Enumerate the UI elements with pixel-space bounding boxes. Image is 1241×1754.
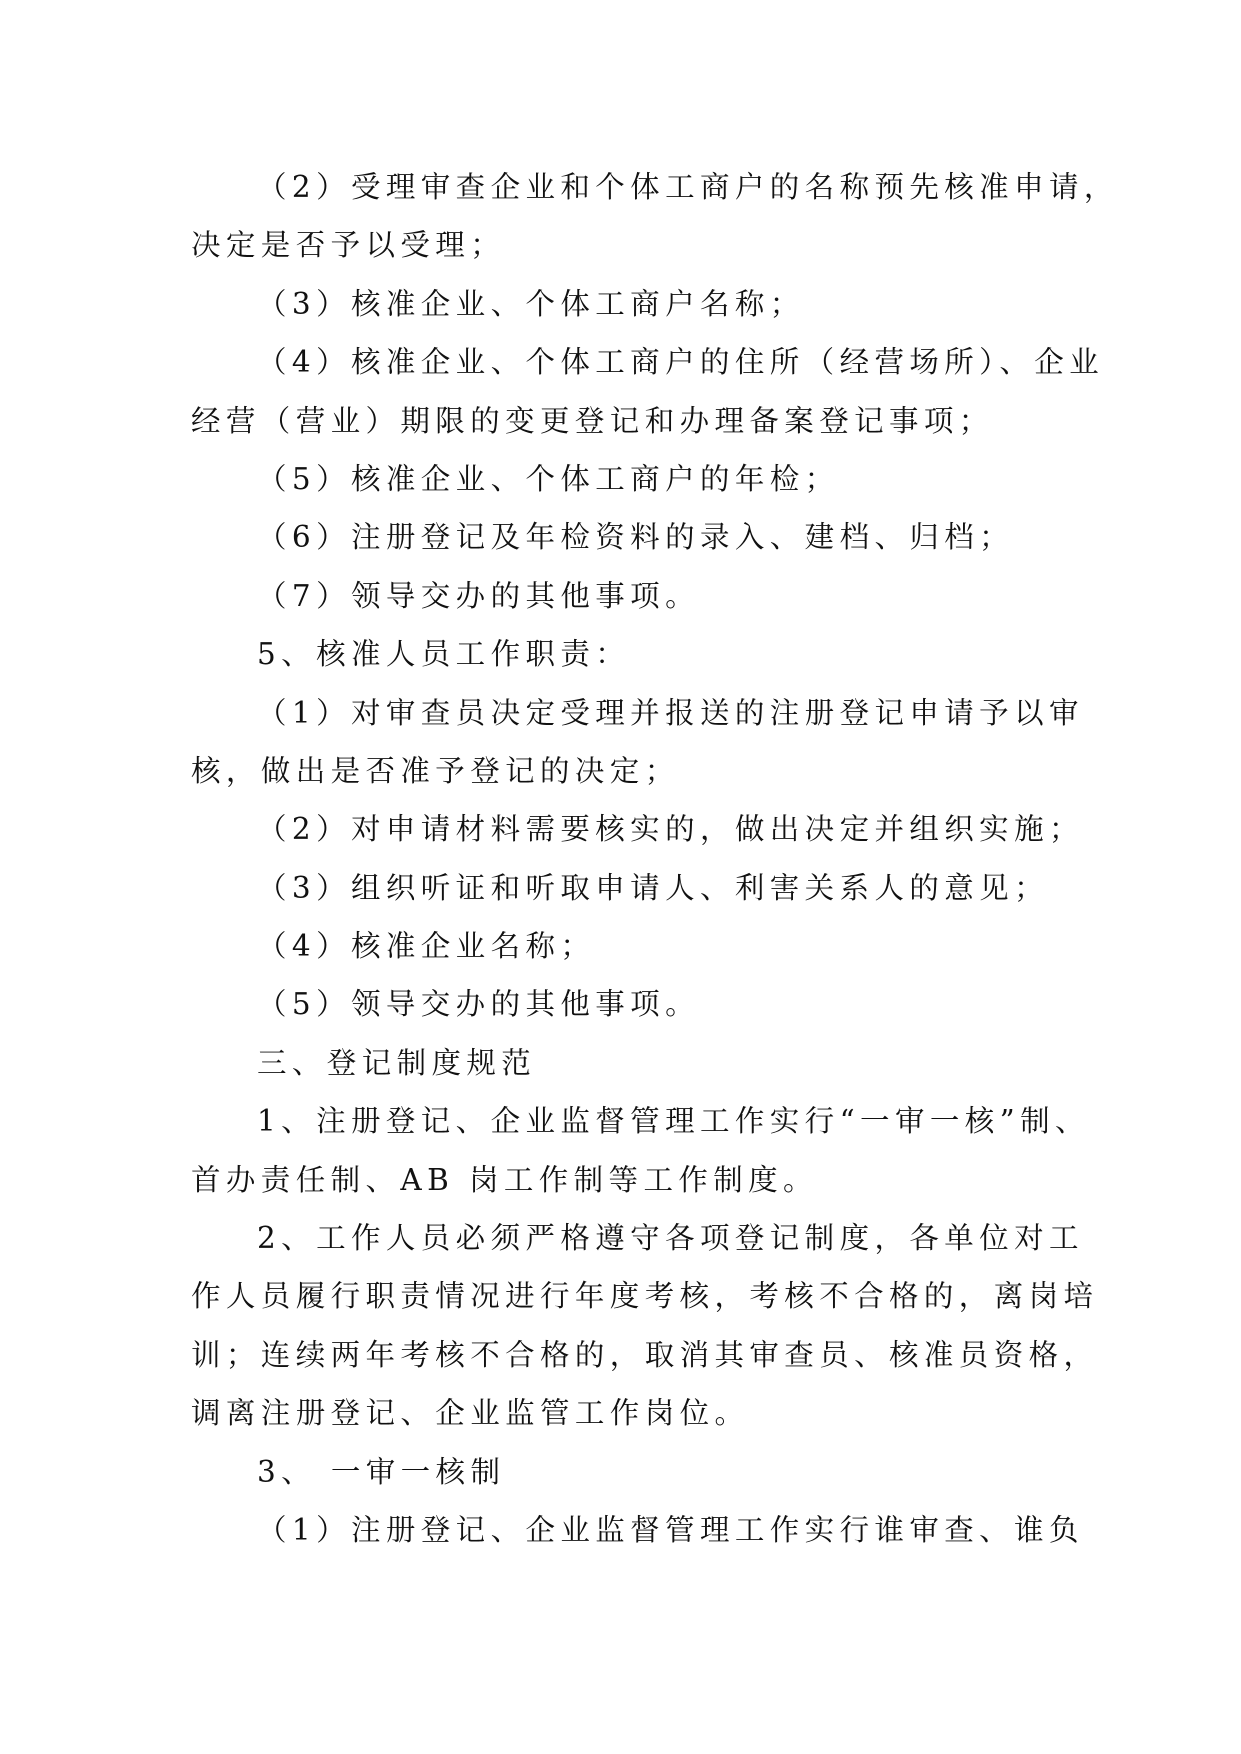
- section-heading: 5、核准人员工作职责：: [257, 637, 631, 672]
- text-line: （4）核准企业名称；: [257, 929, 596, 964]
- text-line: （3）组织听证和听取申请人、利害关系人的意见；: [257, 870, 1049, 905]
- text-line: （7）领导交办的其他事项。: [257, 578, 700, 613]
- text-line: （6）注册登记及年检资料的录入、建档、归档；: [257, 520, 1015, 555]
- text-line: （5）领导交办的其他事项。: [257, 987, 700, 1022]
- text-line: （4）核准企业、个体工商户的住所（经营场所）、企业: [257, 345, 1105, 380]
- text-line: 1、注册登记、企业监督管理工作实行“一审一核”制、: [257, 1104, 1090, 1139]
- text-line: （2）受理审查企业和个体工商户的名称预先核准申请，: [257, 170, 1119, 204]
- text-line: 调离注册登记、企业监管工作岗位。: [191, 1396, 750, 1431]
- document-body: [191, 158, 1119, 1559]
- text-line: （2）对申请材料需要核实的，做出决定并组织实施；: [257, 812, 1084, 847]
- section-heading: 3、 一审一核制: [257, 1454, 506, 1489]
- text-line: （5）核准企业、个体工商户的年检；: [257, 461, 840, 496]
- text-line: 作人员履行职责情况进行年度考核，考核不合格的，离岗培: [191, 1279, 1099, 1314]
- text-line: 决定是否予以受理；: [191, 228, 506, 263]
- section-heading: 三、登记制度规范: [257, 1045, 537, 1080]
- text-line: （1）注册登记、企业监督管理工作实行谁审查、谁负: [257, 1512, 1084, 1547]
- text-line: 经营（营业）期限的变更登记和办理备案登记事项；: [191, 403, 994, 438]
- text-line: 首办责任制、AB 岗工作制等工作制度。: [191, 1162, 818, 1197]
- text-line: 核，做出是否准予登记的决定；: [191, 753, 680, 788]
- text-line: 训；连续两年考核不合格的，取消其审查员、核准员资格，: [191, 1337, 1099, 1372]
- text-line: （1）对审查员决定受理并报送的注册登记申请予以审: [257, 695, 1084, 730]
- text-line: 2、工作人员必须严格遵守各项登记制度，各单位对工: [257, 1221, 1084, 1256]
- text-line: （3）核准企业、个体工商户名称；: [257, 286, 805, 321]
